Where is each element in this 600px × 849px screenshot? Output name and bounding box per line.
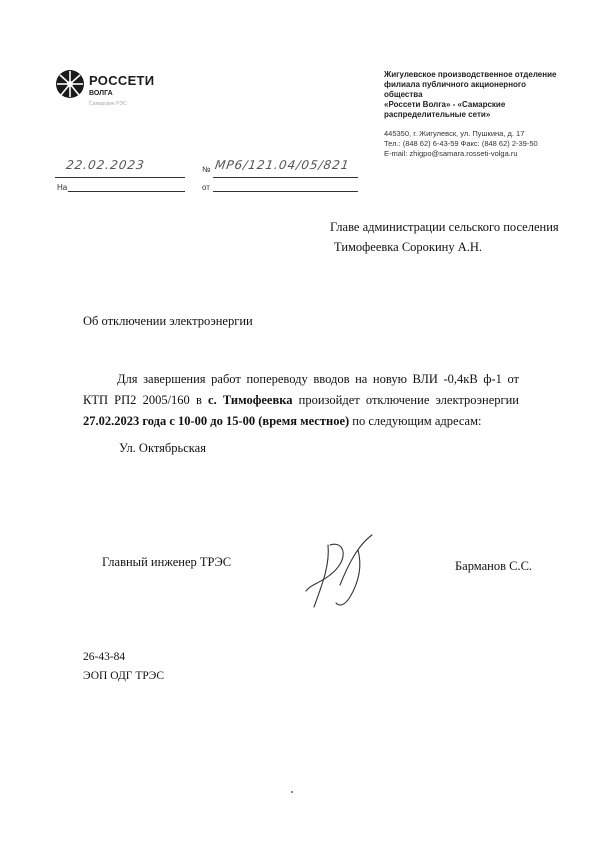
email: E-mail: zhigpo@samara.rosseti-volga.ru bbox=[384, 149, 518, 158]
body-paragraph bbox=[83, 369, 519, 432]
org-line: «Россети Волга» - «Самарские bbox=[384, 100, 506, 109]
body-text: произойдет отключение электроэнергии bbox=[292, 393, 519, 407]
handwritten-date: 22.02.2023 bbox=[65, 158, 146, 172]
org-line: филиала публичного акционерного общества bbox=[384, 80, 527, 99]
from-underline bbox=[213, 191, 358, 192]
department: ЭОП ОДГ ТРЭС bbox=[83, 670, 164, 682]
page-mark bbox=[291, 791, 293, 793]
body-text: Для завершения работ попереводу вводов на новую ВЛИ -0,4кВ ф-1 от КТП РП2 2005/160 в bbox=[83, 372, 519, 407]
recipient-line: Тимофеевка Сорокину А.Н. bbox=[334, 240, 483, 254]
organization-name bbox=[384, 70, 564, 120]
brand-name: РОССЕТИ bbox=[89, 73, 155, 88]
organization-contacts bbox=[384, 129, 564, 159]
brand-tagline: Самарские РЭС bbox=[89, 101, 127, 107]
recipient-line: Главе администрации сельского поселения bbox=[330, 220, 559, 234]
handwritten-number: МР6/121.04/05/821 bbox=[214, 158, 351, 172]
body-text: по следующим адресам: bbox=[349, 414, 482, 428]
outage-datetime: 27.02.2023 года с 10-00 до 15-00 (время местное) bbox=[83, 414, 350, 428]
address: 445350, г. Жигулевск, ул. Пушкина, д. 17 bbox=[384, 129, 525, 138]
handwritten-signature bbox=[300, 525, 390, 620]
recipient-block bbox=[330, 217, 559, 257]
on-label: На bbox=[57, 183, 68, 192]
number-underline bbox=[213, 177, 358, 178]
street-address: Ул. Октябрьская bbox=[119, 441, 206, 455]
brand-sub: ВОЛГА bbox=[89, 90, 113, 97]
signer-title: Главный инженер ТРЭС bbox=[102, 555, 232, 569]
phone-fax: Тел.: (848 62) 6-43-59 Факс: (848 62) 2-39-50 bbox=[384, 139, 538, 148]
signer-name: Барманов С.С. bbox=[455, 559, 533, 573]
rosseti-emblem-icon bbox=[55, 68, 85, 100]
village-name: с. Тимофеевка bbox=[208, 393, 293, 407]
on-underline bbox=[68, 191, 185, 192]
from-label: от bbox=[202, 183, 210, 192]
org-line: распределительные сети» bbox=[384, 110, 491, 119]
rosseti-logo bbox=[55, 68, 205, 118]
subject: Об отключении электроэнергии bbox=[83, 314, 253, 328]
org-line: Жигулевское производственное отделение bbox=[384, 70, 557, 79]
contact-phone: 26-43-84 bbox=[83, 651, 126, 663]
number-prefix: № bbox=[202, 165, 211, 174]
date-underline bbox=[55, 177, 185, 178]
